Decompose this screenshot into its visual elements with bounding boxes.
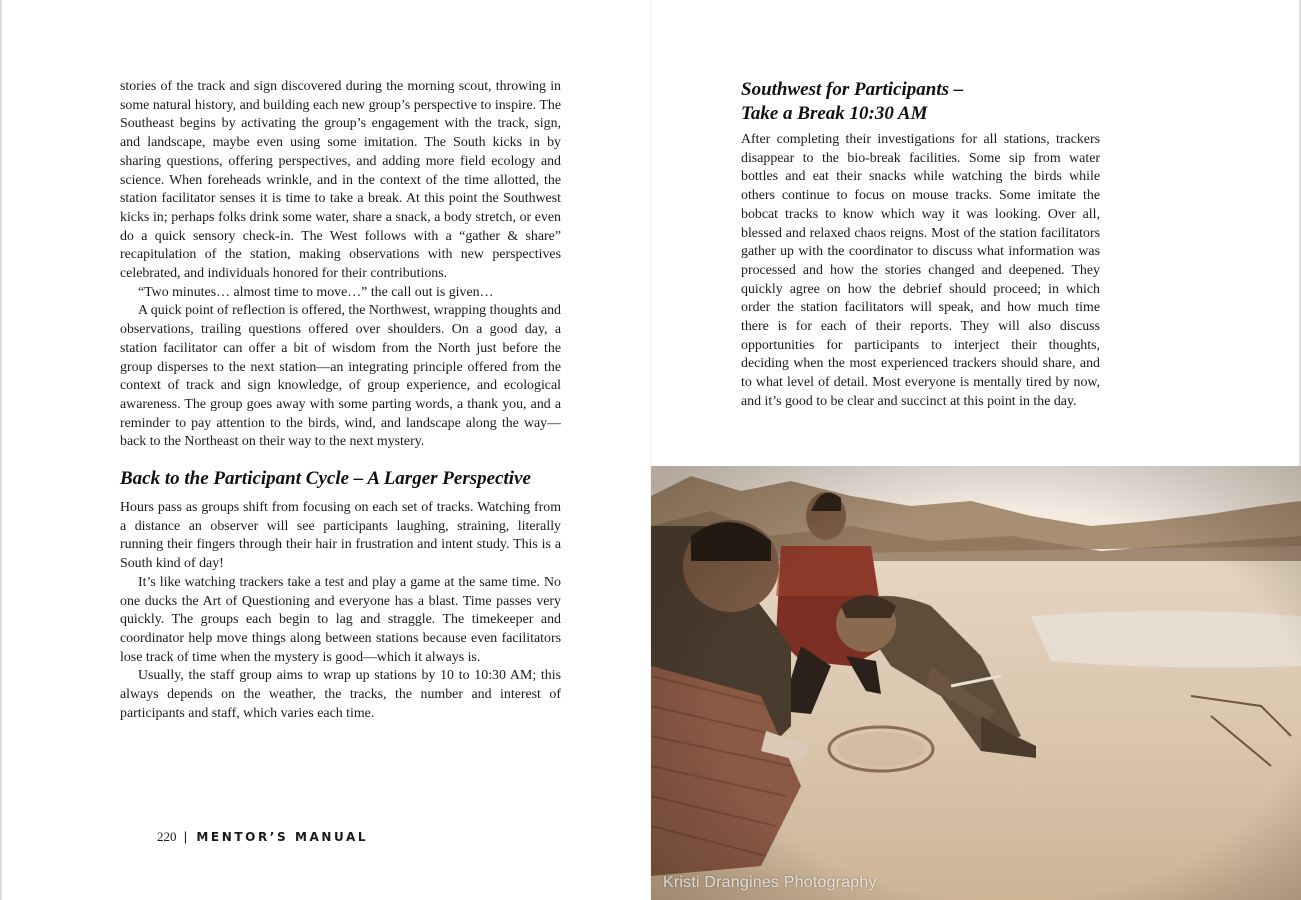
heading-line-1: Southwest for Participants – [741,79,964,100]
folio-separator: | [183,829,188,844]
body-paragraph: It’s like watching trackers take a test and play a game at the same time. No one ducks the Art of Questioning and everyone has a blast. Time passes very quickly. The groups each begin to lag and straggle. The timekeeper and coordinator help move things along between stations because even facilitators lose track of time when the mystery is good—which it always is. [120,574,561,665]
left-page-column [120,78,561,724]
right-page-column [741,78,1100,412]
trackers-photo [651,466,1301,900]
section-heading: Back to the Participant Cycle – A Larger Perspective [120,468,531,490]
photo-vignette [651,466,1301,900]
page-edge-left [0,0,3,900]
running-title: MENTOR’S MANUAL [196,830,369,844]
photo-illustration [651,466,1301,900]
page-folio [157,828,368,846]
body-paragraph: Usually, the staff group aims to wrap up stations by 10 to 10:30 AM; this always depends on the weather, the tracks, the number and interest of participants and staff, which varies each time. [120,668,561,721]
photo-credit: Kristi Drangines Photography [663,874,877,891]
body-paragraph: Hours pass as groups shift from focusing on each set of tracks. Watching from a distance an observer will see participants laughing, straining, literally running their fingers through their hair in frustration and intent study. This is a South kind of day! [120,500,561,572]
body-paragraph: “Two minutes… almost time to move…” the call out is given… [138,284,494,300]
body-paragraph: After completing their investigations for all stations, trackers disappear to the bio-break facilities. Some sip from water bottles and eat their snacks while watching the birds while others continue to focus on mouse tracks. Some imitate the bobcat tracks to know which way it was looking. Over all, blessed and relaxed chaos reigns. Most of the station facilitators gather up with the coordinator to discuss what information was processed and how the stories changed and deepened. They quickly agree on how the debrief should proceed; in which order the station facilitators will speak, and how much time there is for each of their reports. They will also discuss opportunities for participants to interject their thoughts, deciding when the most experienced trackers should share, and to what level of detail. Most everyone is mentally tired by now, and it’s good to be clear and succinct at this point in the day. [741,132,1100,409]
body-paragraph: A quick point of reflection is offered, the Northwest, wrapping thoughts and observations, trailing questions offered over shoulders. On a good day, a station facilitator can offer a bit of wisdom from the North just before the group disperses to the next station—an integrating principle offered from the context of track and sign knowledge, of group experience, and ecological awareness. The group goes away with some parting words, a thank you, and a reminder to pay attention to the birds, wind, and landscape along the way—back to the Northeast on their way to the next mystery. [120,303,561,450]
section-heading [741,78,1100,126]
page-number: 220 [157,829,177,844]
body-paragraph: stories of the track and sign discovered during the morning scout, throwing in some natural history, and building each new group’s perspective to inspire. The Southeast begins by activating the group’s engagement with the track, sign, and landscape, maybe even using some imitation. The South kicks in by sharing questions, offering perspectives, and adding more field ecology and science. When foreheads wrinkle, and in the context of the time allotted, the station facilitator senses it is time to take a break. At this point the Southwest kicks in; perhaps folks drink some water, share a snack, a body stretch, or even do a quick sensory check-in. The West follows with a “gather & share” recapitulation of the station, making observations with new perspectives celebrated, and individuals honored for their contributions. [120,79,561,282]
heading-line-2: Take a Break 10:30 AM [741,103,928,124]
